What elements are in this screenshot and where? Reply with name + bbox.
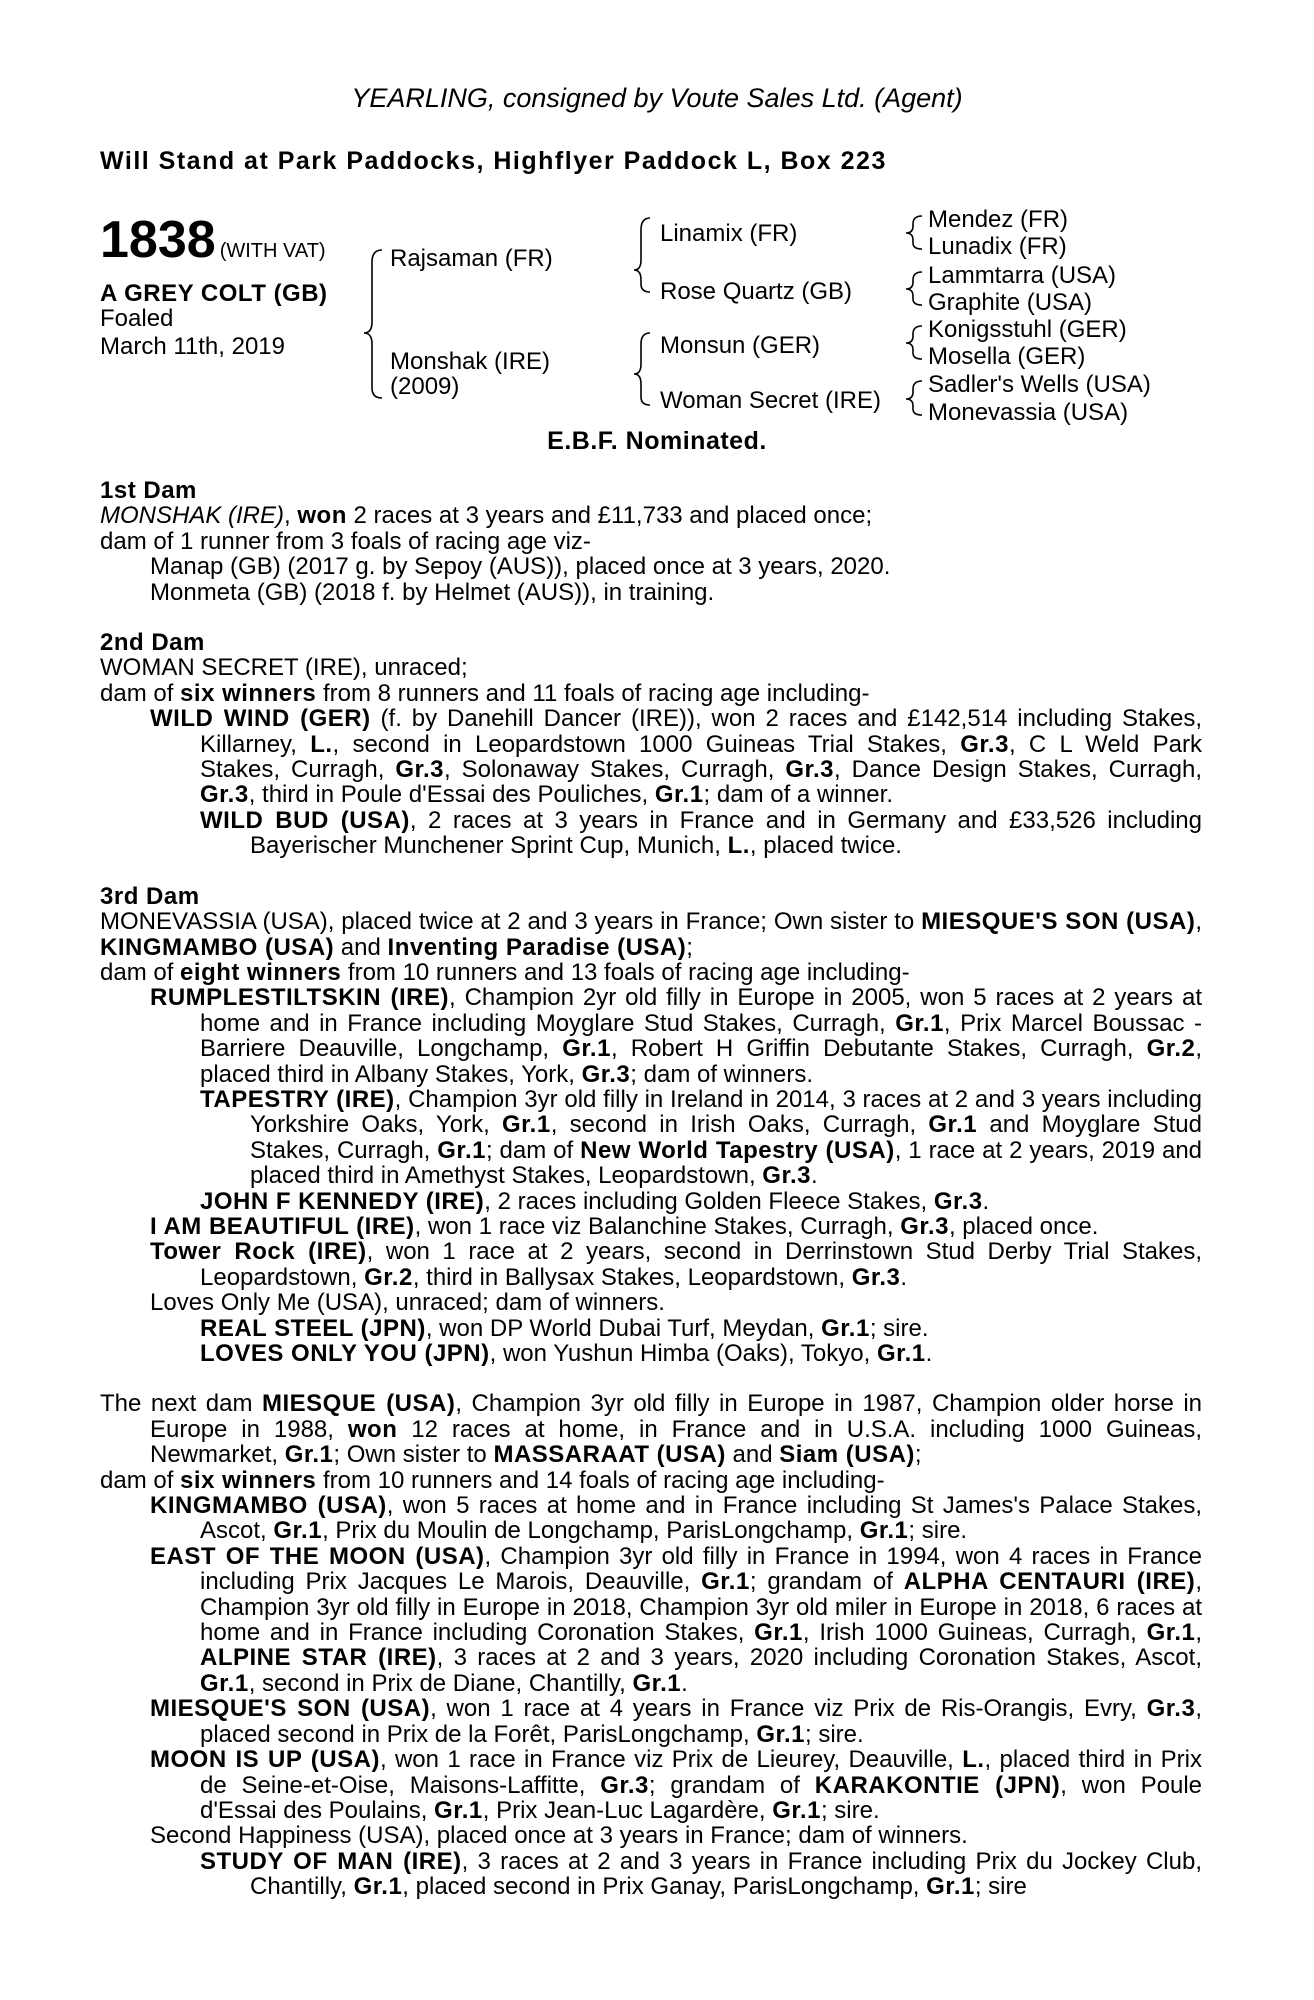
ss-sire: Mendez (FR) [928, 206, 1069, 233]
progeny-second-happiness: Second Happiness (USA), placed once at 3 years in France; dam of winners. [150, 1822, 968, 1850]
progeny-manap: Manap (GB) (2017 g. by Sepoy (AUS)), placed once at 3 years, 2020. [150, 553, 891, 581]
second-dam-summary: dam of six winners from 8 runners and 11 foals of racing age including- [100, 679, 870, 707]
first-dam-heading: 1st Dam [100, 477, 197, 504]
dam-sire: Monsun (GER) [660, 332, 821, 359]
lot-description: A GREY COLT (GB) [100, 280, 328, 307]
ds-bracket [906, 326, 922, 359]
progeny-study-of-man: STUDY OF MAN (IRE), 3 races at 2 and 3 years in France including Prix du Jockey Club, Chantilly, Gr.1, placed second in Prix Ganay, ParisLongchamp, Gr.1; sire [200, 1847, 1202, 1901]
third-dam-heading: 3rd Dam [100, 882, 200, 910]
progeny-loves-only-you: LOVES ONLY YOU (JPN), won Yushun Himba (Oaks), Tokyo, Gr.1. [200, 1340, 933, 1367]
progeny-moon-is-up: MOON IS UP (USA), won 1 race in France viz Prix de Lieurey, Deauville, L., placed third in Prix de Seine-et-Oise, Maisons-Laffitte, Gr.3; grandam of KARAKONTIE (JPN), won Poule d'Essai des Poulains, Gr.1, Prix Jean-Luc Lagardère, Gr.1; sire. [150, 1746, 1202, 1824]
second-dam-line: WOMAN SECRET (IRE), unraced; [100, 654, 468, 682]
dd-dam: Monevassia (USA) [928, 399, 1129, 426]
sd-bracket [906, 272, 922, 305]
next-dam-line: The next dam MIESQUE (USA), Champion 3yr old filly in Europe in 1987, Champion older horse in Europe in 1988, won 12 races at home, in France and in U.S.A. including 1000 Guineas, Newmarket, Gr.1; Own sister to MASSARAAT (USA) and Siam (USA); [100, 1390, 1202, 1469]
ds-dam: Mosella (GER) [928, 343, 1086, 370]
ss-bracket [906, 216, 922, 249]
progeny-wild-wind: WILD WIND (GER) (f. by Danehill Dancer (IRE)), won 2 races and £142,514 including Stakes, Killarney, L., second in Leopardstown 1000 Guineas Trial Stakes, Gr.3, C L Weld Park Stakes, Curragh, Gr.3, Solonaway Stakes, Curragh, Gr.3, Dance Design Stakes, Curragh, Gr.3, third in Poule d'Essai des Pouliches, Gr.1; dam of a winner. [150, 705, 1203, 809]
second-dam-heading: 2nd Dam [100, 629, 205, 657]
progeny-monmeta: Monmeta (GB) (2018 f. by Helmet (AUS)), in training. [150, 578, 715, 606]
next-dam-summary: dam of six winners from 10 runners and 14 foals of racing age including- [100, 1466, 885, 1494]
progeny-real-steel: REAL STEEL (JPN), won DP World Dubai Turf, Meydan, Gr.1; sire. [200, 1314, 929, 1342]
progeny-i-am-beautiful: I AM BEAUTIFUL (IRE), won 1 race viz Balanchine Stakes, Curragh, Gr.3, placed once. [150, 1212, 1099, 1240]
lot-number: 1838 [100, 211, 216, 269]
progeny-loves-only-me: Loves Only Me (USA), unraced; dam of winners. [150, 1289, 665, 1317]
foaled-date: March 11th, 2019 [100, 333, 286, 360]
main-bracket [364, 250, 382, 398]
consignor-line: YEARLING, consigned by Voute Sales Ltd. (Agent) [351, 83, 963, 113]
sire-name: Rajsaman (FR) [390, 245, 553, 272]
pedigree-body [100, 478, 1202, 1900]
progeny-tapestry: TAPESTRY (IRE), Champion 3yr old filly in Ireland in 2014, 3 races at 2 and 3 years including Yorkshire Oaks, York, Gr.1, second in Irish Oaks, Curragh, Gr.1 and Moyglare Stud Stakes, Curragh, Gr.1; dam of New World Tapestry (USA), 1 race at 2 years, 2019 and placed third in Amethyst Stakes, Leopardstown, Gr.3. [200, 1085, 1203, 1190]
progeny-east-of-the-moon: EAST OF THE MOON (USA), Champion 3yr old filly in France in 1994, won 4 races in France including Prix Jacques Le Marois, Deauville, Gr.1; grandam of ALPHA CENTAURI (IRE), Champion 3yr old filly in Europe in 2018, Champion 3yr old miler in Europe in 2018, 6 races at home and in France including Coronation Stakes, Gr.1, Irish 1000 Guineas, Curragh, Gr.1, ALPINE STAR (IRE), 3 races at 2 and 3 years, 2020 including Coronation Stakes, Ascot, Gr.1, second in Prix de Diane, Chantilly, Gr.1. [150, 1542, 1203, 1697]
first-dam-line: MONSHAK (IRE), won 2 races at 3 years and £11,733 and placed once; [100, 502, 873, 530]
progeny-wild-bud: WILD BUD (USA), 2 races at 3 years in France and in Germany and £33,526 including Bayerischer Munchener Sprint Cup, Munich, L., placed twice. [200, 806, 1202, 860]
dam-dam: Woman Secret (IRE) [660, 387, 881, 414]
progeny-tower-rock: Tower Rock (IRE), won 1 race at 2 years, second in Derrinstown Stud Derby Trial Stakes, Leopardstown, Gr.2, third in Ballysax Stakes, Leopardstown, Gr.3. [150, 1238, 1202, 1291]
ss-dam: Lunadix (FR) [928, 233, 1067, 260]
progeny-rumplestiltskin: RUMPLESTILTSKIN (IRE), Champion 2yr old filly in Europe in 2005, won 5 races at 2 years at home and in France including Moyglare Stud Stakes, Curragh, Gr.1, Prix Marcel Boussac - Barriere Deauville, Longchamp, Gr.1, Robert H Griffin Debutante Stakes, Curragh, Gr.2, placed third in Albany Stakes, York, Gr.3; dam of winners. [150, 984, 1203, 1088]
sire-sire: Linamix (FR) [660, 220, 798, 247]
first-dam-summary: dam of 1 runner from 3 foals of racing age viz- [100, 527, 591, 555]
dam-year: (2009) [390, 373, 460, 400]
ebf-note: E.B.F. Nominated. [547, 427, 767, 455]
sire-bracket [634, 218, 650, 292]
ds-sire: Konigsstuhl (GER) [928, 316, 1127, 343]
dd-bracket [906, 381, 922, 415]
foaled-label: Foaled [100, 305, 174, 332]
progeny-miesques-son: MIESQUE'S SON (USA), won 1 race at 4 years in France viz Prix de Ris-Orangis, Evry, Gr.3, placed second in Prix de la Forêt, ParisLongchamp, Gr.1; sire. [150, 1695, 1202, 1748]
dam-bracket [634, 333, 650, 405]
sd-sire: Lammtarra (USA) [928, 262, 1117, 289]
third-dam-line: MONEVASSIA (USA), placed twice at 2 and 3 years in France; Own sister to MIESQUE'S SON (USA), KINGMAMBO (USA) and Inventing Paradise (USA); [100, 908, 1202, 961]
sd-dam: Graphite (USA) [928, 289, 1093, 316]
first-dam-name: MONSHAK (IRE) [100, 502, 285, 530]
third-dam-summary: dam of eight winners from 10 runners and 13 foals of racing age including- [100, 958, 910, 986]
progeny-kingmambo: KINGMAMBO (USA), won 5 races at home and in France including St James's Palace Stakes, Ascot, Gr.1, Prix du Moulin de Longchamp, ParisLongchamp, Gr.1; sire. [150, 1492, 1203, 1545]
dam-name: Monshak (IRE) [390, 348, 551, 375]
dd-sire: Sadler's Wells (USA) [928, 371, 1151, 398]
stabling-line: Will Stand at Park Paddocks, Highflyer Paddock L, Box 223 [100, 147, 887, 175]
vat-note: (WITH VAT) [219, 240, 326, 262]
sire-dam: Rose Quartz (GB) [660, 278, 853, 305]
progeny-john-f-kennedy: JOHN F KENNEDY (IRE), 2 races including Golden Fleece Stakes, Gr.3. [200, 1187, 990, 1215]
